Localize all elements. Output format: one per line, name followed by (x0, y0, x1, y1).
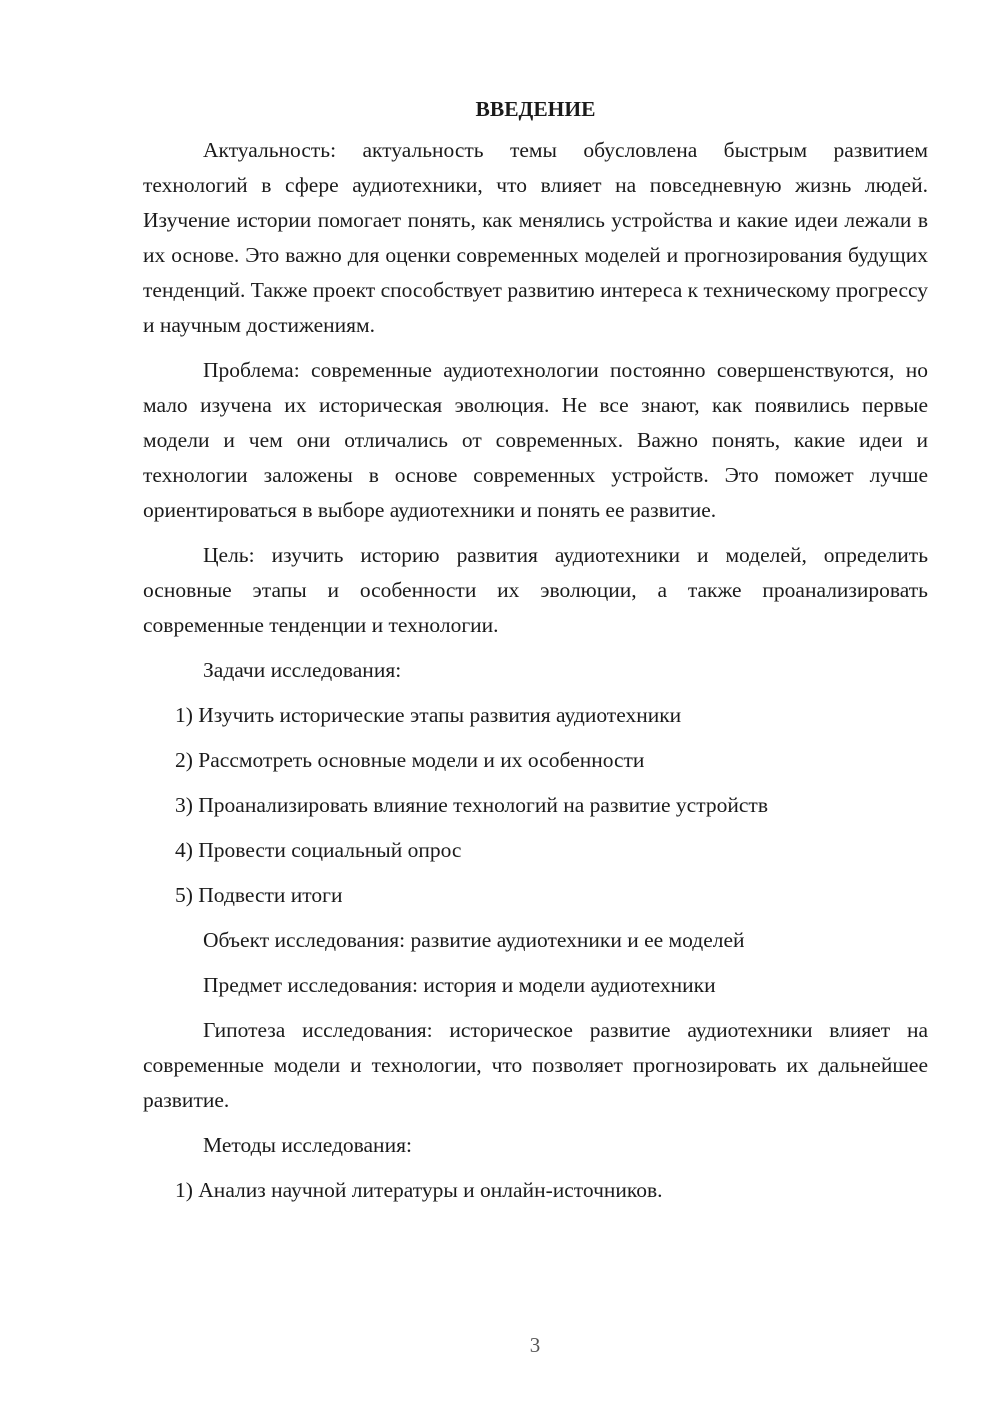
problem-paragraph: Проблема: современные аудиотехнологии постоянно совершенствуются, но мало изучена их историческая эволюция. Не все знают, как появились первые модели и чем они отличались от современных. Важно понять, какие идеи и технологии заложены в основе современных устройств. Это поможет лучше ориентироваться в выборе аудиотехники и понять ее развитие. (143, 358, 928, 522)
task-item: 4) Провести социальный опрос (175, 838, 462, 862)
relevance-paragraph: Актуальность: актуальность темы обусловлена быстрым развитием технологий в сфере аудиотехники, что влияет на повседневную жизнь людей. Изучение истории помогает понять, как менялись устройства и какие идеи лежали в их основе. Это важно для оценки современных моделей и прогнозирования будущих тенденций. Также проект способствует развитию интереса к техническому прогрессу и научным достижениям. (143, 138, 928, 337)
task-item: 2) Рассмотреть основные модели и их особенности (175, 748, 645, 772)
goal-paragraph: Цель: изучить историю развития аудиотехники и моделей, определить основные этапы и особенности их эволюции, а также проанализировать современные тенденции и технологии. (143, 543, 928, 637)
object-line: Объект исследования: развитие аудиотехники и ее моделей (203, 928, 745, 952)
method-item: 1) Анализ научной литературы и онлайн-источников. (175, 1178, 663, 1202)
task-item: 5) Подвести итоги (175, 883, 343, 907)
section-title: ВВЕДЕНИЕ (475, 97, 596, 121)
methods-heading: Методы исследования: (203, 1133, 412, 1157)
subject-line: Предмет исследования: история и модели аудиотехники (203, 973, 716, 997)
task-item: 3) Проанализировать влияние технологий на развитие устройств (175, 793, 768, 817)
page-number: 3 (529, 1333, 541, 1357)
task-item: 1) Изучить исторические этапы развития аудиотехники (175, 703, 682, 727)
hypothesis-paragraph: Гипотеза исследования: историческое развитие аудиотехники влияет на современные модели и технологии, что позволяет прогнозировать их дальнейшее развитие. (143, 1018, 928, 1112)
tasks-heading: Задачи исследования: (203, 658, 402, 682)
document-page (143, 92, 928, 1218)
